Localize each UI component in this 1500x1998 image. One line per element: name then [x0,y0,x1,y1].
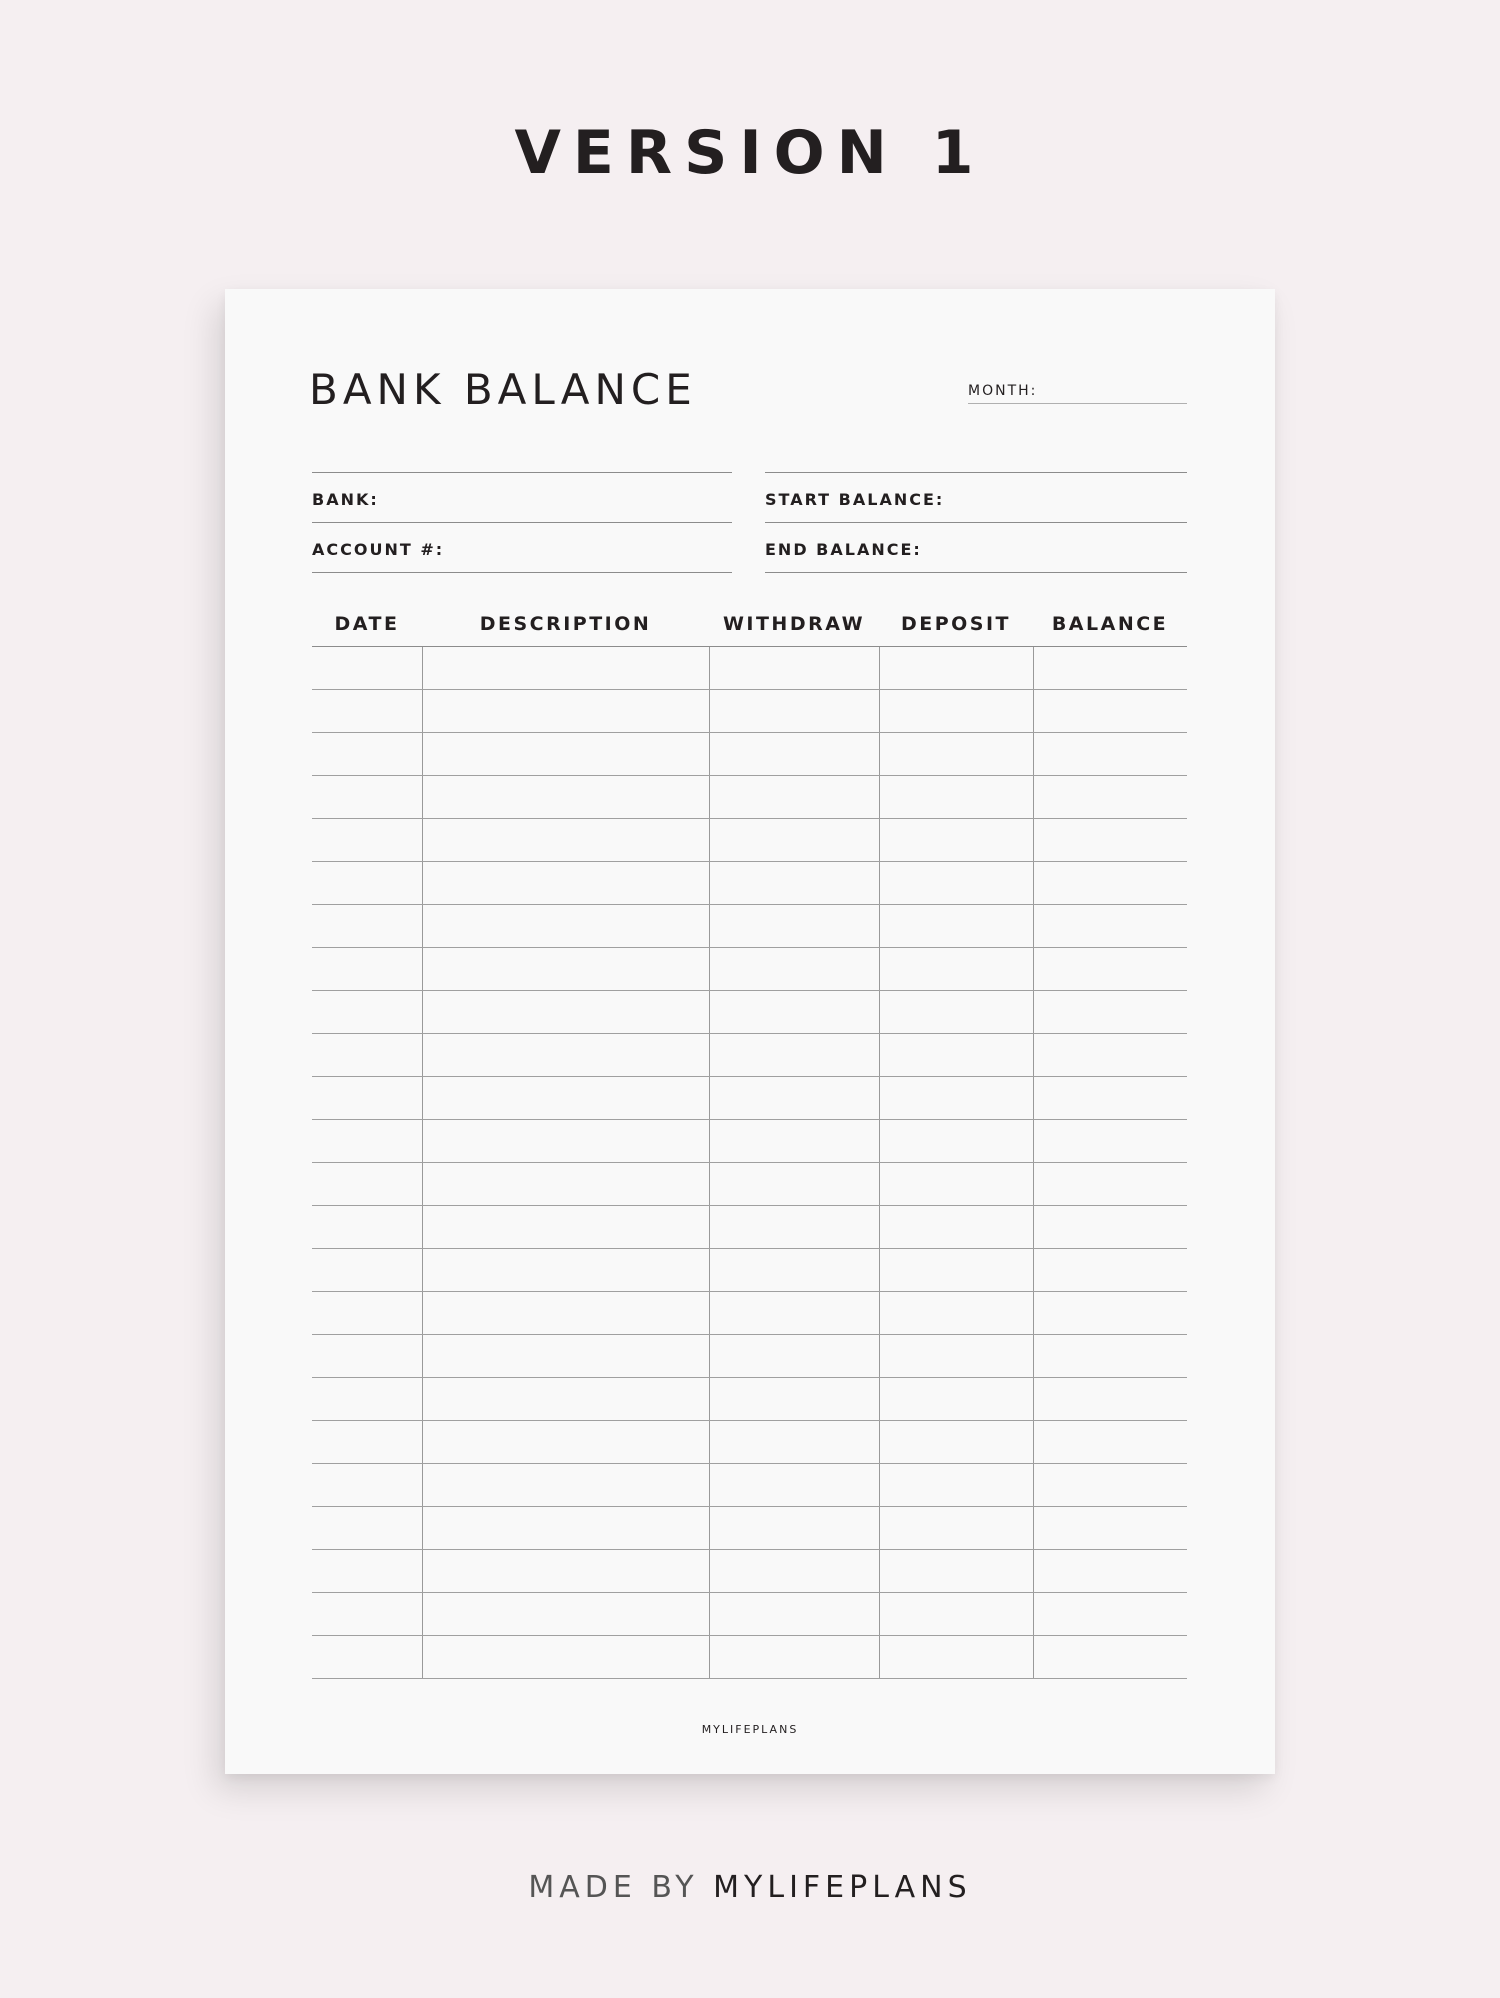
cell-balance[interactable] [1033,1550,1188,1592]
cell-date[interactable] [312,1593,422,1635]
cell-date[interactable] [312,819,422,861]
cell-withdraw[interactable] [709,862,880,904]
table-row [312,1206,1187,1249]
cell-deposit[interactable] [879,1636,1034,1678]
cell-deposit[interactable] [879,905,1034,947]
account-number-label: ACCOUNT #: [312,540,445,559]
cell-deposit[interactable] [879,1077,1034,1119]
cell-date[interactable] [312,1163,422,1205]
table-row [312,1249,1187,1292]
cell-withdraw[interactable] [709,1120,880,1162]
bank-field[interactable] [312,473,732,523]
cell-withdraw[interactable] [709,1507,880,1549]
cell-date[interactable] [312,1378,422,1420]
cell-balance[interactable] [1033,948,1188,990]
cell-description[interactable] [422,1636,710,1678]
cell-balance[interactable] [1033,1292,1188,1334]
cell-withdraw[interactable] [709,819,880,861]
cell-date[interactable] [312,1464,422,1506]
cell-date[interactable] [312,1335,422,1377]
table-row [312,733,1187,776]
cell-date[interactable] [312,1636,422,1678]
cell-withdraw[interactable] [709,1464,880,1506]
cell-date[interactable] [312,776,422,818]
table-row [312,1163,1187,1206]
cell-balance[interactable] [1033,1249,1188,1291]
column-header-deposit: DEPOSIT [900,613,1012,635]
cell-balance[interactable] [1033,1636,1188,1678]
cell-date[interactable] [312,862,422,904]
cell-description[interactable] [422,948,710,990]
table-row [312,1034,1187,1077]
cell-date[interactable] [312,1034,422,1076]
cell-withdraw[interactable] [709,1077,880,1119]
cell-date[interactable] [312,991,422,1033]
cell-date[interactable] [312,690,422,732]
cell-withdraw[interactable] [709,1593,880,1635]
table-row [312,1077,1187,1120]
table-row [312,819,1187,862]
cell-balance[interactable] [1033,776,1188,818]
cell-deposit[interactable] [879,1120,1034,1162]
month-field[interactable]: MONTH: [968,383,1187,404]
table-row [312,1378,1187,1421]
table-row [312,1550,1187,1593]
cell-date[interactable] [312,1507,422,1549]
table-row [312,991,1187,1034]
cell-date[interactable] [312,1077,422,1119]
cell-balance[interactable] [1033,733,1188,775]
cell-deposit[interactable] [879,1464,1034,1506]
cell-balance[interactable] [1033,862,1188,904]
cell-deposit[interactable] [879,1206,1034,1248]
cell-withdraw[interactable] [709,776,880,818]
table-row [312,776,1187,819]
cell-deposit[interactable] [879,1034,1034,1076]
cell-description[interactable] [422,819,710,861]
table-row [312,1593,1187,1636]
cell-withdraw[interactable] [709,905,880,947]
cell-withdraw[interactable] [709,1550,880,1592]
column-header-balance: BALANCE [1051,613,1169,635]
cell-withdraw[interactable] [709,1636,880,1678]
cell-withdraw[interactable] [709,948,880,990]
table-row [312,1421,1187,1464]
cell-description[interactable] [422,1206,710,1248]
table-row [312,1335,1187,1378]
planner-sheet [225,289,1275,1774]
cell-description[interactable] [422,1593,710,1635]
cell-description[interactable] [422,991,710,1033]
column-header-date: DATE [334,613,400,635]
cell-deposit[interactable] [879,1378,1034,1420]
cell-deposit[interactable] [879,690,1034,732]
cell-description[interactable] [422,1120,710,1162]
cell-balance[interactable] [1033,647,1188,689]
cell-withdraw[interactable] [709,733,880,775]
cell-balance[interactable] [1033,1593,1188,1635]
cell-deposit[interactable] [879,1249,1034,1291]
cell-withdraw[interactable] [709,1249,880,1291]
cell-date[interactable] [312,1249,422,1291]
cell-balance[interactable] [1033,1378,1188,1420]
cell-deposit[interactable] [879,1163,1034,1205]
cell-deposit[interactable] [879,862,1034,904]
cell-description[interactable] [422,1077,710,1119]
column-header-description: DESCRIPTION [479,613,652,635]
cell-deposit[interactable] [879,819,1034,861]
table-row [312,948,1187,991]
cell-deposit[interactable] [879,647,1034,689]
credit-line [0,1870,1500,1905]
cell-withdraw[interactable] [709,1034,880,1076]
cell-date[interactable] [312,905,422,947]
cell-date[interactable] [312,1206,422,1248]
table-row [312,647,1187,690]
table-header [312,609,1187,647]
cell-description[interactable] [422,690,710,732]
cell-description[interactable] [422,1464,710,1506]
cell-balance[interactable] [1033,1206,1188,1248]
cell-balance[interactable] [1033,905,1188,947]
cell-description[interactable] [422,1292,710,1334]
cell-withdraw[interactable] [709,1335,880,1377]
transaction-table [312,609,1187,1679]
bank-label: BANK: [312,490,379,509]
cell-description[interactable] [422,1034,710,1076]
table-row [312,1464,1187,1507]
cell-date[interactable] [312,733,422,775]
cell-deposit[interactable] [879,991,1034,1033]
cell-deposit[interactable] [879,1550,1034,1592]
cell-date[interactable] [312,948,422,990]
cell-withdraw[interactable] [709,1421,880,1463]
cell-description[interactable] [422,647,710,689]
cell-description[interactable] [422,862,710,904]
cell-balance[interactable] [1033,1507,1188,1549]
start-balance-label: START BALANCE: [765,490,945,509]
cell-description[interactable] [422,1421,710,1463]
cell-withdraw[interactable] [709,991,880,1033]
cell-description[interactable] [422,1507,710,1549]
version-heading: VERSION 1 [514,118,986,188]
cell-balance[interactable] [1033,991,1188,1033]
cell-description[interactable] [422,1163,710,1205]
cell-description[interactable] [422,733,710,775]
balance-fields [765,472,1187,573]
cell-deposit[interactable] [879,1421,1034,1463]
cell-description[interactable] [422,1378,710,1420]
cell-deposit[interactable] [879,733,1034,775]
sheet-title: BANK BALANCE [309,365,697,414]
cell-balance[interactable] [1033,1464,1188,1506]
cell-description[interactable] [422,905,710,947]
table-row [312,905,1187,948]
cell-date[interactable] [312,647,422,689]
cell-deposit[interactable] [879,1593,1034,1635]
cell-withdraw[interactable] [709,690,880,732]
account-number-field[interactable] [312,523,732,573]
table-row [312,1636,1187,1679]
cell-withdraw[interactable] [709,1206,880,1248]
cell-date[interactable] [312,1421,422,1463]
table-row [312,690,1187,733]
cell-deposit[interactable] [879,1292,1034,1334]
cell-deposit[interactable] [879,1335,1034,1377]
cell-date[interactable] [312,1292,422,1334]
cell-description[interactable] [422,776,710,818]
cell-balance[interactable] [1033,1077,1188,1119]
table-row [312,1507,1187,1550]
cell-balance[interactable] [1033,1034,1188,1076]
cell-balance[interactable] [1033,1163,1188,1205]
table-row [312,1120,1187,1163]
cell-withdraw[interactable] [709,647,880,689]
start-balance-field[interactable] [765,473,1187,523]
column-header-withdraw: WITHDRAW [722,613,866,635]
cell-date[interactable] [312,1550,422,1592]
cell-deposit[interactable] [879,776,1034,818]
table-row [312,1292,1187,1335]
cell-deposit[interactable] [879,1507,1034,1549]
end-balance-label: END BALANCE: [765,540,922,559]
cell-withdraw[interactable] [709,1292,880,1334]
cell-balance[interactable] [1033,1120,1188,1162]
credit-brand: MYLIFEPLANS [713,1870,972,1905]
cell-description[interactable] [422,1249,710,1291]
cell-balance[interactable] [1033,1421,1188,1463]
account-fields [312,472,732,573]
table-row [312,862,1187,905]
cell-withdraw[interactable] [709,1163,880,1205]
cell-balance[interactable] [1033,1335,1188,1377]
cell-balance[interactable] [1033,819,1188,861]
footer-brand: MYLIFEPLANS [701,1723,799,1736]
end-balance-field[interactable] [765,523,1187,573]
credit-prefix: MADE BY [528,1870,714,1905]
cell-date[interactable] [312,1120,422,1162]
cell-balance[interactable] [1033,690,1188,732]
cell-deposit[interactable] [879,948,1034,990]
cell-withdraw[interactable] [709,1378,880,1420]
cell-description[interactable] [422,1550,710,1592]
cell-description[interactable] [422,1335,710,1377]
table-body [312,647,1187,1679]
